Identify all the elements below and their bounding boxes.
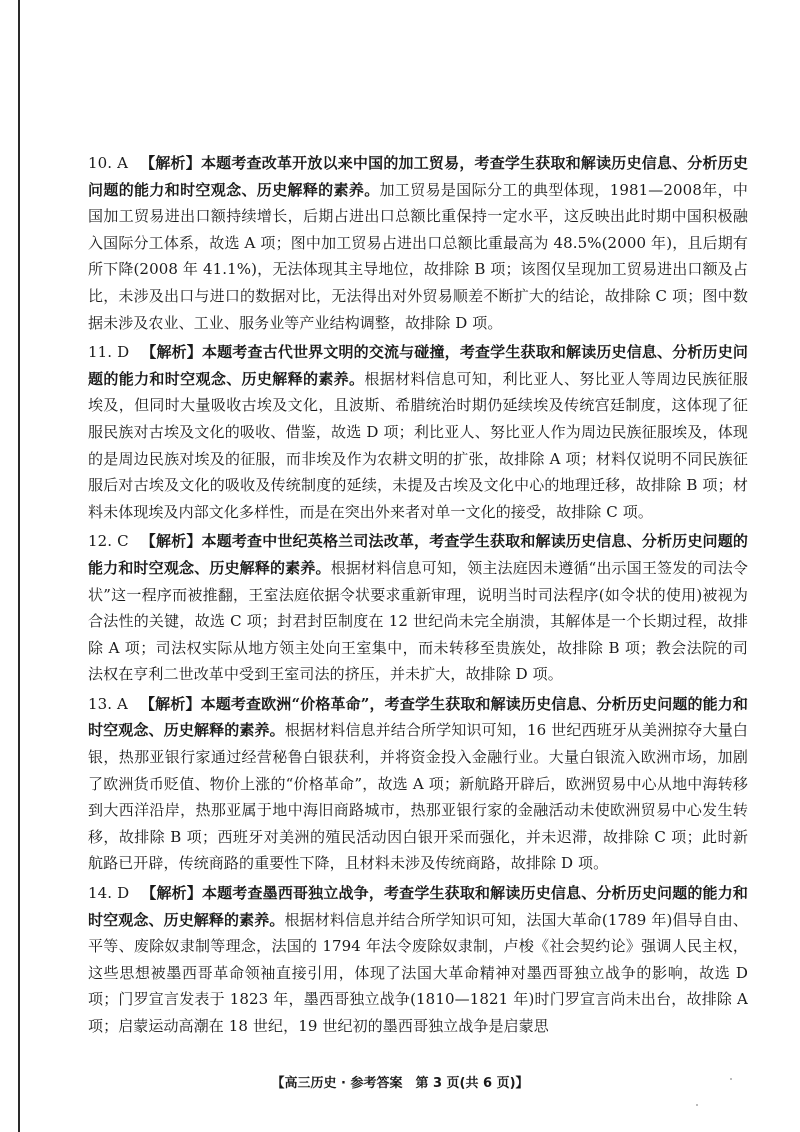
scan-speck <box>730 1078 732 1080</box>
analysis-tag: 【解析】 <box>140 694 201 713</box>
answer-item-11 <box>88 339 748 525</box>
analysis-lead: 本题考查改革开放以来中国的加工贸易，考查学生获取和解读历史信息、分析历史问题的能力和时空观念、历史解释的素养。 <box>88 154 748 199</box>
analysis-body: 根据材料信息可知，利比亚人、努比亚人等周边民族征服埃及，但同时大量吸收古埃及文化，且波斯、希腊统治时期仍延续埃及传统宫廷制度，这体现了征服民族对古埃及文化的吸收、借鉴，故选 D 项；利比亚人、努比亚人作为周边民族征服埃及，体现的是周边民族对埃及的征服，而非埃及作为农耕文明的扩张，故排除 A 项；材料仅说明不同民族征服后对古埃及文化的吸收及传统制度的延续，未提及古埃及文化中心的地理迁移，故排除 B 项；材料未体现埃及内部文化多样性，而是在突出外来者对单一文化的接受，故排除 C 项。 <box>88 369 748 521</box>
analysis-lead: 本题考查欧洲“价格革命”，考查学生获取和解读历史信息、分析历史问题的能力和时空观念、历史解释的素养。 <box>88 694 748 740</box>
answer-paragraph <box>88 691 748 877</box>
analysis-lead: 本题考查墨西哥独立战争，考查学生获取和解读历史信息、分析历史问题的能力和时空观念、历史解释的素养。 <box>88 884 748 929</box>
question-number: 13. A <box>88 694 128 713</box>
analysis-tag: 【解析】 <box>140 532 202 551</box>
analysis-lead: 本题考查古代世界文明的交流与碰撞，考查学生获取和解读历史信息、分析历史问题的能力和时空观念、历史解释的素养。 <box>88 343 748 388</box>
page-edge-rule <box>18 0 20 1132</box>
answer-paragraph <box>88 528 748 688</box>
answer-item-13 <box>88 691 748 877</box>
question-number: 14. D <box>88 884 130 903</box>
analysis-body: 根据材料信息并结合所学知识可知，16 世纪西班牙从美洲掠夺大量白银，热那亚银行家通过经营秘鲁白银获利，并将资金投入金融行业。大量白银流入欧洲市场，加剧了欧洲货币贬值、物价上涨的“价格革命”，故选 A 项；新航路开辟后，欧洲贸易中心从地中海转移到大西洋沿岸，热那亚属于地中海旧商路城市，热那亚银行家的金融活动未使欧洲贸易中心发生转移，故排除 B 项；西班牙对美洲的殖民活动因白银开采而强化，并未迟滞，故排除 C 项；此时新航路已开辟，传统商路的重要性下降，且材料未涉及传统商路，故排除 D 项。 <box>88 721 748 873</box>
answer-paragraph <box>88 150 748 336</box>
answer-paragraph <box>88 339 748 525</box>
analysis-body: 根据材料信息并结合所学知识可知，法国大革命(1789 年)倡导自由、平等、废除奴隶制等理念，法国的 1794 年法令废除奴隶制，卢梭《社会契约论》强调人民主权，这些思想被墨西哥革命领袖直接引用，体现了法国大革命精神对墨西哥独立战争的影响，故选 D 项；门罗宣言发表于 1823 年，墨西哥独立战争(1810—1821 年)时门罗宣言尚未出台，故排除 A 项；启蒙运动高潮在 18 世纪，19 世纪初的墨西哥独立战争是启蒙思 <box>88 910 748 1035</box>
analysis-body: 根据材料信息可知，领主法庭因未遵循“出示国王签发的司法令状”这一程序而被推翻，王室法庭依据令状要求重新审理，说明当时司法程序(如令状的使用)被视为合法性的关键，故选 C 项；封君封臣制度在 12 世纪尚未完全崩溃，其解体是一个长期过程，故排除 A 项；司法权实际从地方领主处向王室集中，而未转移至贵族处，故排除 B 项；教会法院的司法权在亨利二世改革中受到王室司法的挤压，并未扩大，故排除 D 项。 <box>88 558 748 684</box>
analysis-tag: 【解析】 <box>141 884 202 903</box>
answer-item-12 <box>88 528 748 688</box>
analysis-body: 加工贸易是国际分工的典型体现，1981—2008年，中国加工贸易进出口额持续增长，后期占进出口总额比重保持一定水平，这反映出此时期中国积极融入国际分工体系，故选 A 项；图中加工贸易占进出口总额比重最高为 48.5%(2000 年)，且后期有所下降(2008 年 41.1%)，无法体现其主导地位，故排除 B 项；该图仅呈现加工贸易进出口额及占比，未涉及出口与进口的数据对比，无法得出对外贸易顺差不断扩大的结论，故排除 C 项；图中数据未涉及农业、工业、服务业等产业结构调整，故排除 D 项。 <box>88 180 748 332</box>
answer-paragraph <box>88 880 748 1040</box>
analysis-tag: 【解析】 <box>140 154 201 172</box>
question-number: 11. D <box>88 343 130 362</box>
analysis-lead: 本题考查中世纪英格兰司法改革，考查学生获取和解读历史信息、分析历史问题的能力和时空观念、历史解释的素养。 <box>88 532 748 577</box>
question-number: 10. A <box>88 154 129 172</box>
analysis-tag: 【解析】 <box>141 343 202 362</box>
page-footer: 【高三历史 · 参考答案 第 3 页(共 6 页)】 <box>271 1076 529 1091</box>
question-number: 12. C <box>88 532 129 551</box>
answer-item-14 <box>88 880 748 1040</box>
answer-page <box>88 150 748 1043</box>
answer-item-10 <box>88 150 748 336</box>
scan-speck <box>696 1104 698 1106</box>
